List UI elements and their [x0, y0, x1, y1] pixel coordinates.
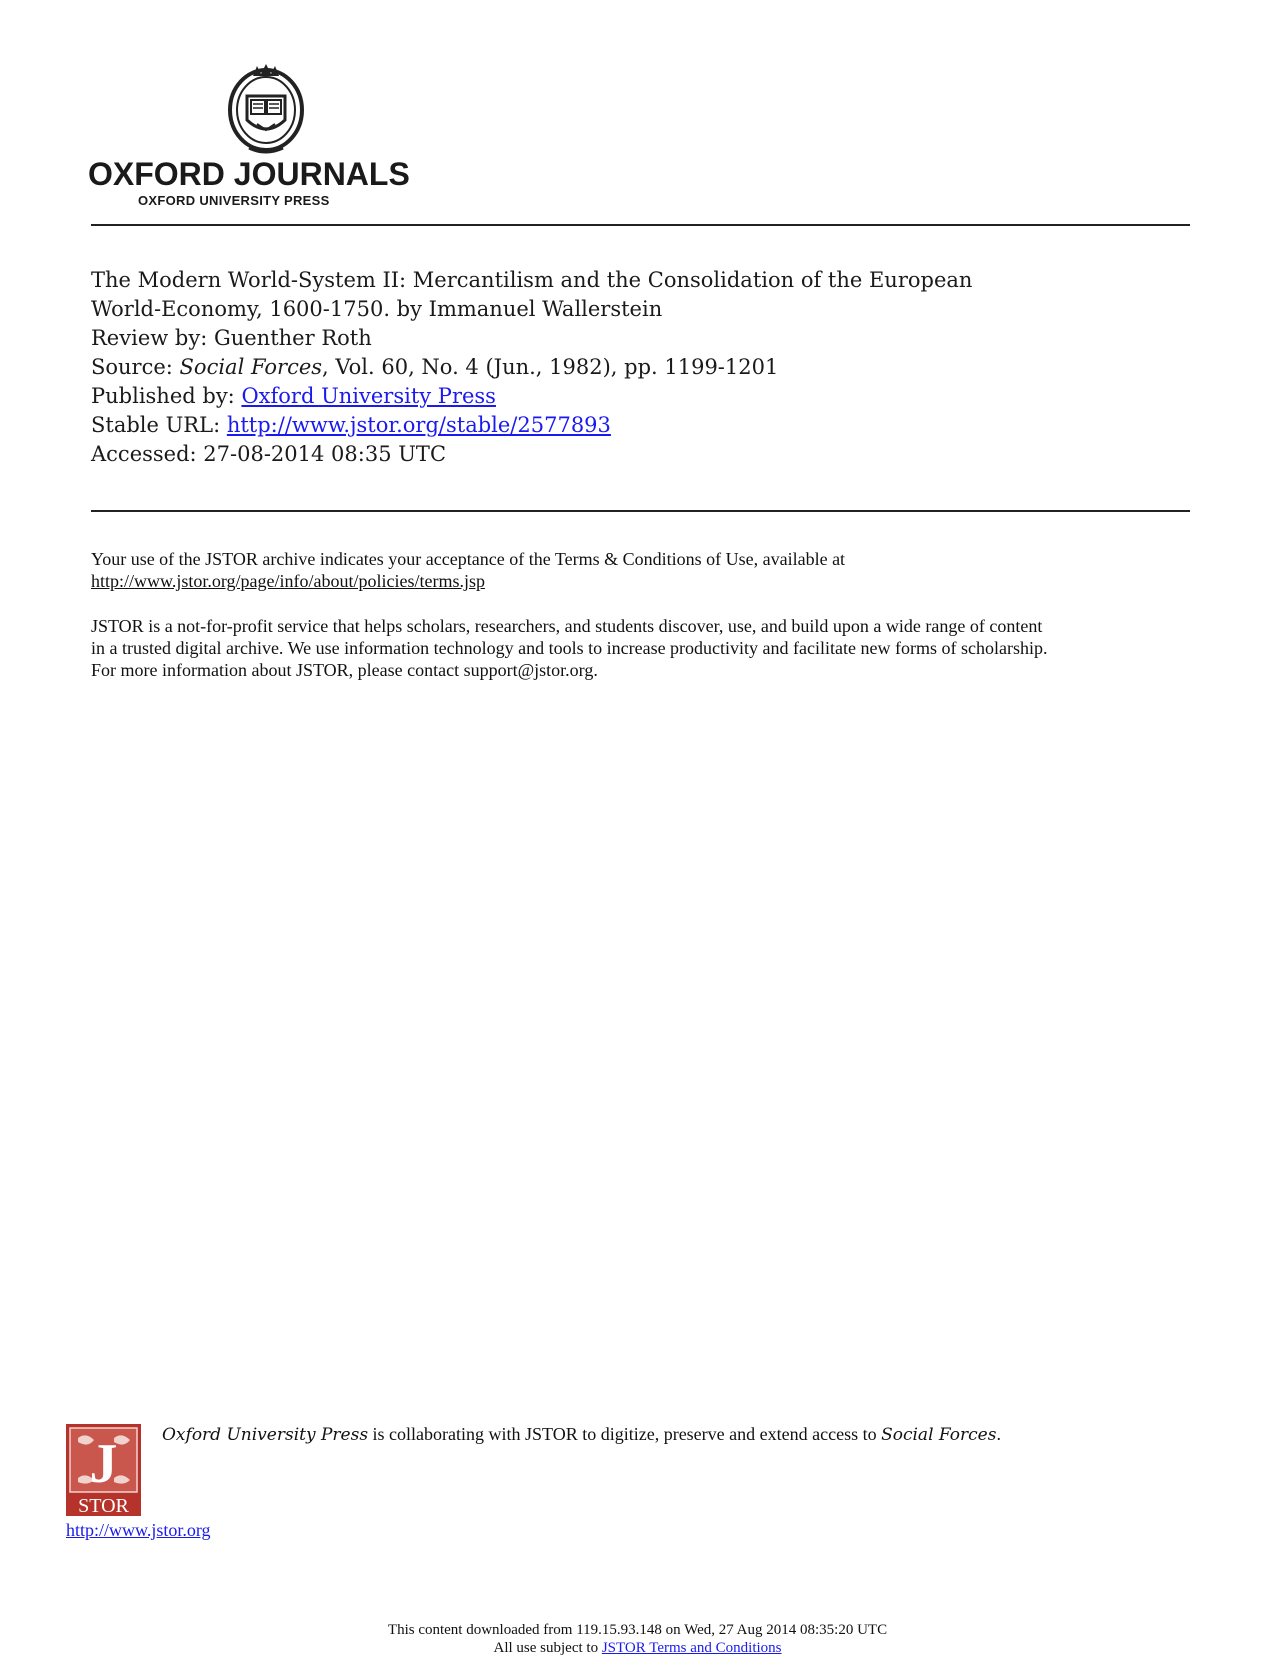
- jstor-description-line3: For more information about JSTOR, please contact support@jstor.org.: [91, 660, 598, 680]
- terms-footer-prefix: All use subject to: [493, 1640, 602, 1656]
- stable-url-link[interactable]: http://www.jstor.org/stable/2577893: [226, 413, 611, 437]
- download-notice: This content downloaded from 119.15.93.148 on Wed, 27 Aug 2014 08:35:20 UTC: [387, 1622, 888, 1638]
- collaboration-statement: [162, 1424, 1001, 1445]
- accessed-date: Accessed: 27-08-2014 08:35 UTC: [91, 442, 447, 466]
- stable-url-line: [91, 411, 611, 440]
- review-by: Review by: Guenther Roth: [91, 326, 372, 350]
- logo-subtitle: OXFORD UNIVERSITY PRESS: [138, 193, 330, 208]
- svg-text:J: J: [89, 1433, 118, 1495]
- oxford-crest-icon: [223, 58, 309, 158]
- collab-end: .: [996, 1424, 1001, 1444]
- source-details: , Vol. 60, No. 4 (Jun., 1982), pp. 1199-1201: [322, 355, 779, 379]
- terms-notice: Your use of the JSTOR archive indicates your acceptance of the Terms & Conditions of Use, available at: [91, 549, 846, 569]
- stable-url-prefix: Stable URL:: [91, 413, 227, 437]
- jstor-description-line2: in a trusted digital archive. We use information technology and tools to increase productivity and facilitate new forms of scholarship.: [91, 638, 1048, 658]
- published-prefix: Published by:: [91, 384, 242, 408]
- published-by-line: [91, 382, 496, 411]
- publisher-link[interactable]: Oxford University Press: [241, 384, 496, 408]
- source-line: [91, 353, 778, 382]
- terms-footer: [0, 1640, 1275, 1657]
- source-journal: Social Forces: [179, 355, 323, 379]
- collab-middle: is collaborating with JSTOR to digitize, preserve and extend access to: [368, 1424, 882, 1444]
- article-title-line2: World-Economy, 1600-1750. by Immanuel Wallerstein: [91, 297, 663, 321]
- collab-journal: Social Forces: [881, 1425, 997, 1445]
- jstor-terms-link[interactable]: JSTOR Terms and Conditions: [601, 1640, 782, 1656]
- jstor-description-line1: JSTOR is a not-for-profit service that helps scholars, researchers, and students discover, use, and build upon a wide range of content: [91, 616, 1043, 636]
- logo-title: OXFORD JOURNALS: [88, 156, 410, 192]
- article-title-line1: The Modern World-System II: Mercantilism and the Consolidation of the European: [91, 268, 973, 292]
- collab-publisher: Oxford University Press: [162, 1425, 369, 1445]
- jstor-logo-text: STOR: [78, 1495, 129, 1516]
- source-prefix: Source:: [91, 355, 180, 379]
- jstor-home-link[interactable]: http://www.jstor.org: [66, 1520, 211, 1540]
- jstor-logo-icon: [66, 1424, 141, 1516]
- terms-link[interactable]: http://www.jstor.org/page/info/about/policies/terms.jsp: [91, 571, 485, 591]
- divider-top: [91, 224, 1190, 226]
- divider-bottom: [91, 510, 1190, 512]
